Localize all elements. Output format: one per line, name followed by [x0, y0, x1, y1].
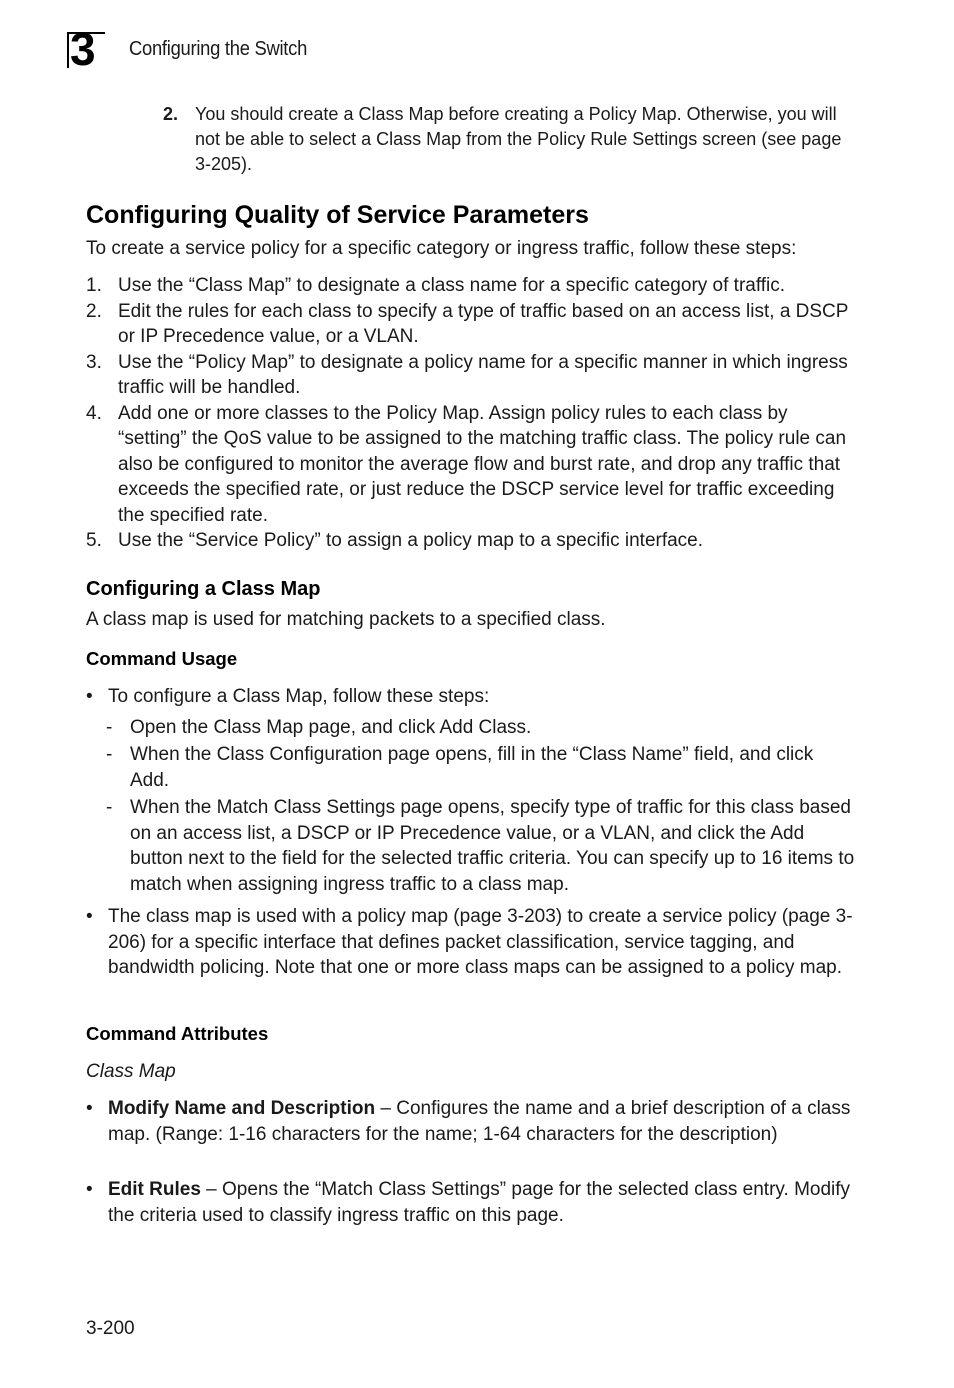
list-item [86, 528, 856, 554]
step-text: Add one or more classes to the Policy Map. Assign policy rules to each class by “setting” the QoS value to be assigned to the matching traffic class. The policy rule can also be configured to monitor the average flow and burst rate, and drop any traffic that exceeds the specified rate, or just reduce the DSCP service level for traffic exceeding the specified rate. [118, 402, 847, 526]
command-attributes-heading: Command Attributes [86, 1023, 269, 1044]
usage-dash-text: Open the Class Map page, and click Add Class. [130, 717, 532, 738]
step-number: 4. [86, 402, 102, 424]
command-usage-heading: Command Usage [86, 648, 238, 669]
step-number: 3. [86, 351, 102, 373]
step-number: 2. [86, 300, 102, 322]
page-number: 3-200 [86, 1318, 135, 1339]
usage-dash-text: When the Class Configuration page opens, fill in the “Class Name” field, and click Add. [130, 744, 814, 791]
list-item: • To configure a Class Map, follow these steps: [86, 686, 490, 707]
attributes-group-label: Class Map [86, 1061, 176, 1082]
list-item [86, 401, 856, 529]
steps-list [86, 273, 856, 554]
subsection-intro: A class map is used for matching packets to a specified class. [86, 609, 606, 630]
chapter-number: 3 [70, 23, 96, 75]
note-text: You should create a Class Map before creating a Policy Map. Otherwise, you will not be able to select a Class Map from the Policy Rule Settings screen (see page 3-205). [195, 104, 842, 174]
list-item [86, 350, 856, 401]
step-text: Use the “Service Policy” to assign a policy map to a specific interface. [118, 530, 704, 551]
note-item [163, 102, 853, 177]
list-item: - When the Match Class Settings page opens, specify type of traffic for this class based on an access list, a DSCP or IP Precedence value, or a VLAN, and click the Add button next to the field for the selected traffic criteria. You can specify up to 16 items to match when assigning ingress traffic to a class map. [106, 797, 855, 895]
step-text: Use the “Policy Map” to designate a policy name for a specific manner in which ingress traffic will be handled. [118, 351, 848, 398]
section-title: Configuring Quality of Service Parameters [86, 201, 589, 229]
list-item [86, 299, 856, 350]
usage-dash-text: When the Match Class Settings page opens, specify type of traffic for this class based on an access list, a DSCP or IP Precedence value, or a VLAN, and click the Add button next to the field for the selected traffic criteria. You can specify up to 16 items to match when assigning ingress traffic to a class map. [130, 797, 855, 895]
subsection-title: Configuring a Class Map [86, 578, 321, 600]
attribute-description: – Configures the name and a brief description of a class map. (Range: 1-16 characters for the name; 1-64 characters for the description) [108, 1098, 851, 1145]
usage-bullet-text: To configure a Class Map, follow these steps: [108, 686, 490, 707]
step-number: 5. [86, 530, 102, 551]
attribute-term: Edit Rules [108, 1179, 201, 1200]
section-intro: To create a service policy for a specific category or ingress traffic, follow these steps: [86, 238, 797, 259]
note-number: 2. [163, 104, 179, 124]
list-item: - When the Class Configuration page opens, fill in the “Class Name” field, and click Add. [106, 744, 814, 791]
attribute-term: Modify Name and Description [108, 1098, 376, 1119]
list-item: - Open the Class Map page, and click Add Class. [106, 717, 532, 738]
step-text: Edit the rules for each class to specify a type of traffic based on an access list, a DSCP or IP Precedence value, or a VLAN. [118, 300, 849, 347]
usage-bullet-text: The class map is used with a policy map (page 3-203) to create a service policy (page 3-206) for a specific interface that defines packet classification, service tagging, and bandwidth policing. Note that one or more class maps can be assigned to a policy map. [108, 906, 853, 978]
attribute-description: – Opens the “Match Class Settings” page for the selected class entry. Modify the criteria used to classify ingress traffic on this page. [108, 1179, 851, 1226]
list-item [86, 273, 856, 299]
list-item: • Edit Rules – Opens the “Match Class Settings” page for the selected class entry. Modify the criteria used to classify ingress traffic on this page. [86, 1179, 851, 1226]
list-item: • The class map is used with a policy map (page 3-203) to create a service policy (page 3-206) for a specific interface that defines packet classification, service tagging, and bandwidth policing. Note that one or more class maps can be assigned to a policy map. [86, 906, 853, 978]
step-text: Use the “Class Map” to designate a class name for a specific category of traffic. [118, 275, 786, 296]
running-header-title: Configuring the Switch [129, 38, 308, 60]
step-number: 1. [86, 275, 102, 296]
list-item: • Modify Name and Description – Configures the name and a brief description of a class map. (Range: 1-16 characters for the name; 1-64 characters for the description) [86, 1098, 851, 1145]
